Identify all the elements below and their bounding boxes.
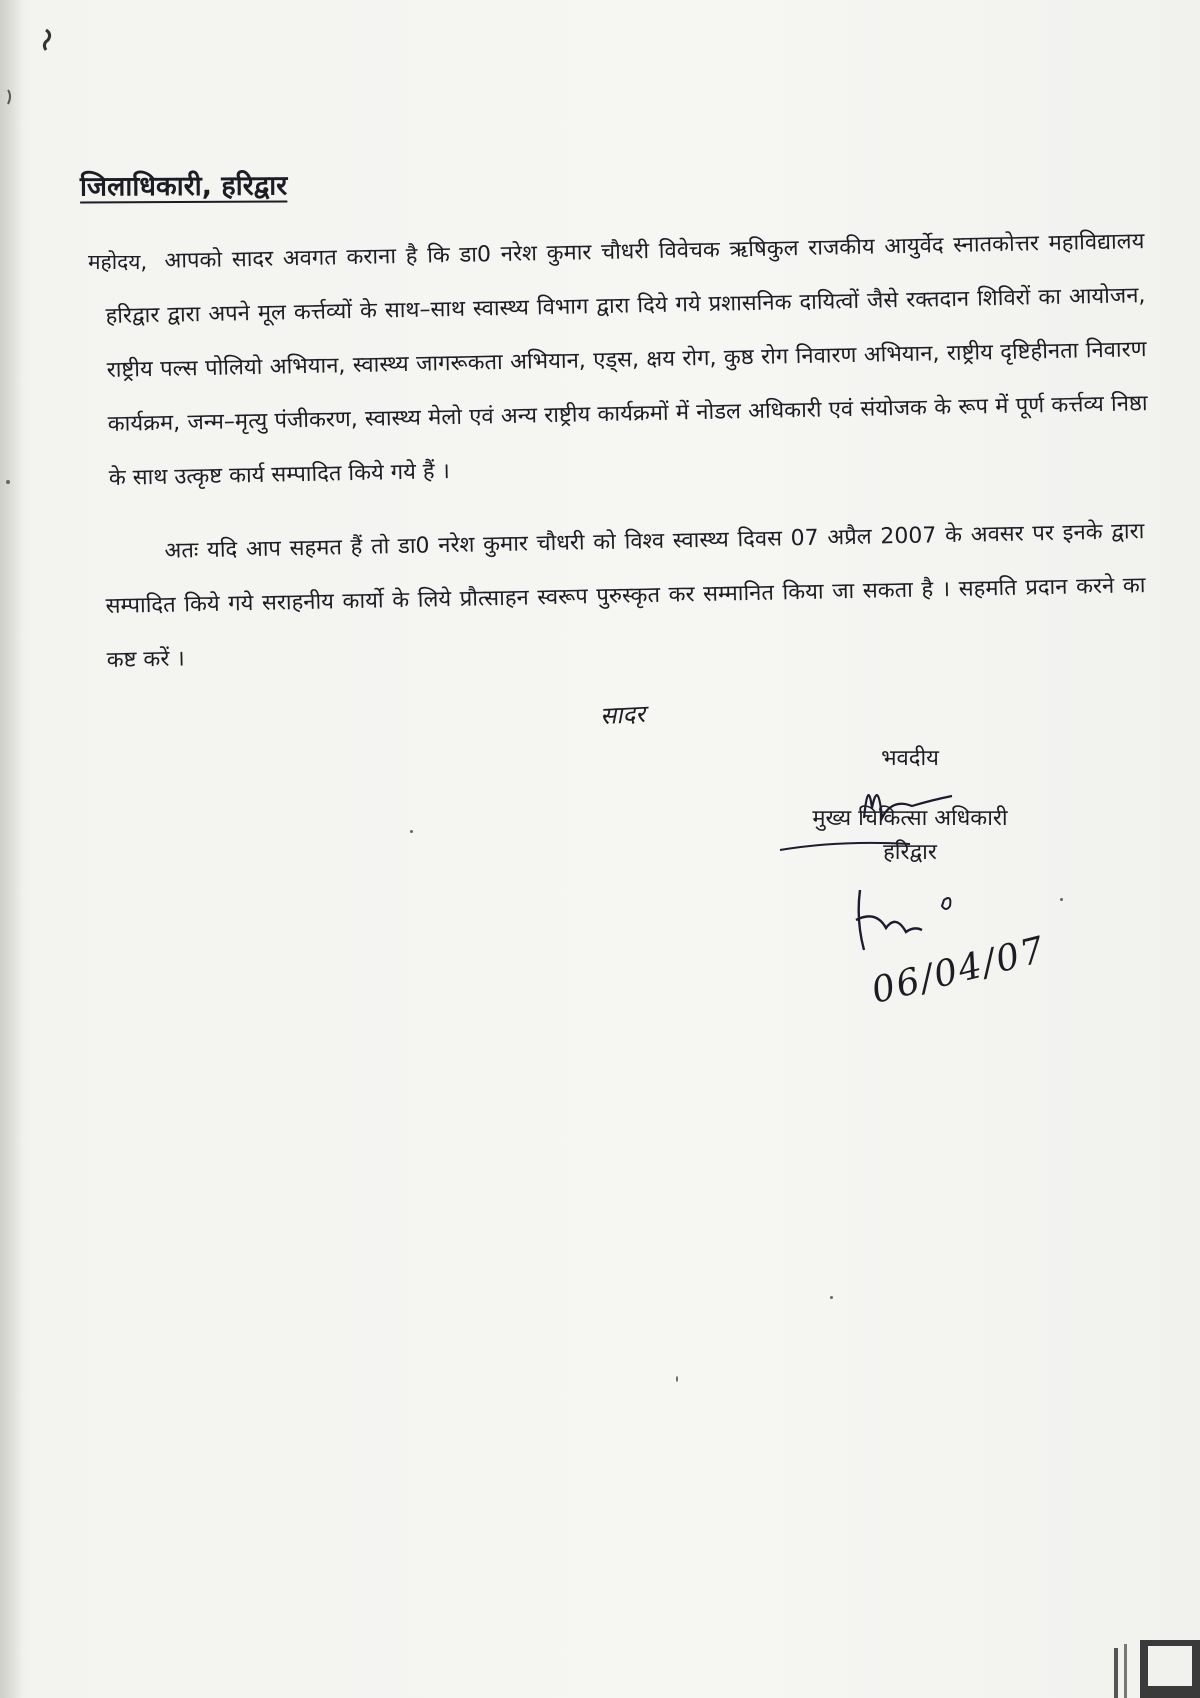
scan-artifact-mark xyxy=(0,0,80,120)
signature-strike xyxy=(778,838,918,858)
body-paragraph-2: अतः यदि आप सहमत हैं तो डा0 नरेश कुमार चौधरी को विश्व स्वास्थ्य दिवस 07 अप्रैल 2007 के अवसर पर इनके द्वारा सम्पादित किये गये सराहनीय कार्यो के लिये प्रौत्साहन स्वरूप पुरुस्कृत कर सम्मानित किया जा सकता है । सहमति प्रदान करने का कष्ट करें । xyxy=(105,519,1146,673)
scan-speck xyxy=(830,1296,833,1299)
scan-speck xyxy=(410,830,413,833)
binder-clip-mark xyxy=(1100,1638,1200,1698)
signature-scribble xyxy=(850,758,970,838)
scan-speck xyxy=(6,480,10,484)
scan-speck xyxy=(1060,898,1063,901)
salutation: महोदय, xyxy=(88,250,148,274)
handwritten-note: सादर xyxy=(599,699,646,731)
signatory-place: हरिद्वार xyxy=(883,840,937,865)
addressee-heading: जिलाधिकारी, हरिद्वार xyxy=(79,170,288,203)
scan-speck xyxy=(676,1376,678,1382)
handwritten-date: 06/04/07 xyxy=(867,929,1051,1012)
signatory-title: मुख्य चिकित्सा अधिकारी xyxy=(812,806,1008,831)
handwritten-initials xyxy=(840,880,980,960)
body-paragraph-1: आपको सादर अवगत कराना है कि डा0 नरेश कुमार चौधरी विवेचक ऋषिकुल राजकीय आयुर्वेद स्नातकोत्तर महाविद्यालय हरिद्वार द्वारा अपने मूल कर्त्तव्यों के साथ–साथ स्वास्थ्य विभाग द्वारा दिये गये प्रशासनिक दायित्वों जैसे रक्तदान शिविरों का आयोजन, राष्ट्रीय पल्स पोलियो अभियान, स्वास्थ्य जागरूकता अभियान, एड्स, क्षय रोग, कुष्ठ रोग निवारण अभियान, राष्ट्रीय दृष्टिहीनता निवारण कार्यक्रम, जन्म–मृत्यु पंजीकरण, स्वास्थ्य मेलो एवं अन्य राष्ट्रीय कार्यक्रमों में नोडल अधिकारी एवं संयोजक के रूप में पूर्ण कर्त्तव्य निष्ठा के साथ उत्कृष्ट कार्य सम्पादित किये गये हैं । xyxy=(105,229,1148,491)
scan-edge-shadow xyxy=(0,0,22,1698)
closing-text: भवदीय xyxy=(881,746,939,771)
